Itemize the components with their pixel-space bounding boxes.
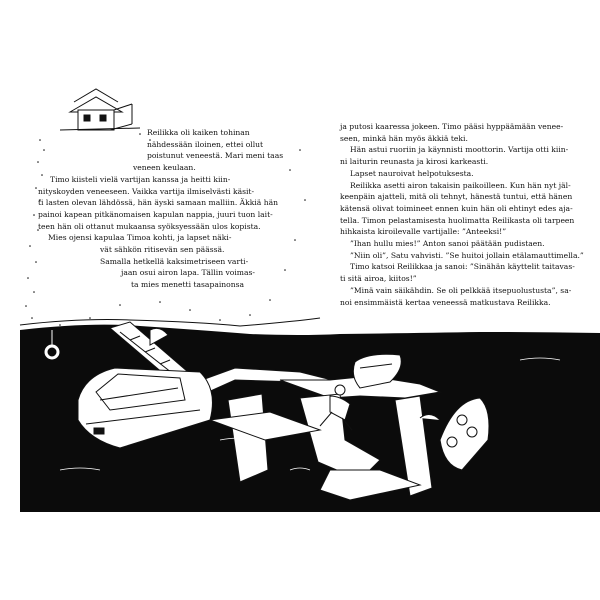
- text-line: Lapset nauroivat helpotuksesta.: [350, 168, 474, 178]
- text-line: Reilikka oli kaiken tohinan: [147, 128, 250, 137]
- text-line: ni laiturin reunasta ja kirosi karkeasti.: [340, 157, 489, 167]
- text-line: ”Ihan hullu mies!” Anton sanoi päätään pudistaen.: [350, 239, 545, 249]
- right-page-text: [340, 121, 586, 308]
- text-line: ti sitä airoa, kiitos!”: [340, 274, 417, 284]
- text-line: ja putosi kaaressa jokeen. Timo pääsi hyppäämään venee-: [340, 122, 564, 131]
- text-line: teen hän oli ottanut mukaansa syöksyessään ulos kopista.: [38, 221, 261, 231]
- text-line: poistunut veneestä. Mari meni taas: [147, 151, 284, 161]
- text-line: Reilikka asetti airon takaisin paikoilleen. Kun hän nyt jäl-: [350, 180, 571, 190]
- text-line: nähdessään iloinen, ettei ollut: [147, 139, 264, 149]
- text-line: Hän astui ruoriin ja käynnisti moottorin. Vartija otti kiin-: [350, 145, 569, 155]
- text-line: painoi kapean pitkänomaisen kapulan nappia, juuri tuon lait-: [38, 209, 273, 219]
- text-line: nityskoyden veneeseen. Vaikka vartija ilmiselvästi käsit-: [38, 186, 255, 196]
- text-line: Timo katsoi Reilikkaa ja sanoi: ”Sinähän käyttelit taitavas-: [350, 262, 575, 272]
- text-line: hihkaista kiroilevalle vartijalle: ”Anteeksi!”: [340, 227, 507, 237]
- shore-edge: [20, 318, 320, 326]
- boathouse-drawing: [60, 89, 140, 130]
- text-line: kätensä olivat toimineet ennen kuin hän oli ehtinyt edes aja-: [340, 203, 573, 213]
- text-line: seen, minkä hän myös äkkiä teki.: [340, 133, 468, 143]
- text-line: keenpäin ajatteli, mitä oli tehnyt, hänestä tuntui, että hänen: [340, 192, 573, 202]
- text-line: ”Niin oli”, Satu vahvisti. ”Se huitoi jollain etälamauttimella.”: [350, 250, 584, 260]
- left-page-text: [20, 127, 285, 291]
- text-line: Mies ojensi kapulaa Timoa kohti, ja lapset näki-: [48, 233, 232, 243]
- text-line: ti lasten olevan lähdössä, hän äyski samaan malliin. Äkkiä hän: [38, 198, 279, 208]
- text-line: vät sähkön ritisevän sen päässä.: [100, 245, 225, 255]
- text-line: noi ensimmäistä kertaa veneessä matkustava Reilikka.: [340, 297, 551, 307]
- text-line: veneen keulaan.: [133, 163, 196, 173]
- text-line: Timo kiisteli vielä vartijan kanssa ja heitti kiin-: [50, 174, 231, 184]
- text-line: ”Minä vain säikähdin. Se oli pelkkää itsepuolustusta”, sa-: [350, 285, 572, 295]
- text-line: Samalla hetkellä kaksimetriseen varti-: [100, 256, 249, 266]
- text-line: ta mies menetti tasapainonsa: [131, 280, 245, 290]
- text-line: jaan osui airon lapa. Tällin voimas-: [121, 268, 255, 278]
- text-line: tella. Timon pelastamisesta huolimatta Reilikasta oli tarpeen: [340, 215, 575, 225]
